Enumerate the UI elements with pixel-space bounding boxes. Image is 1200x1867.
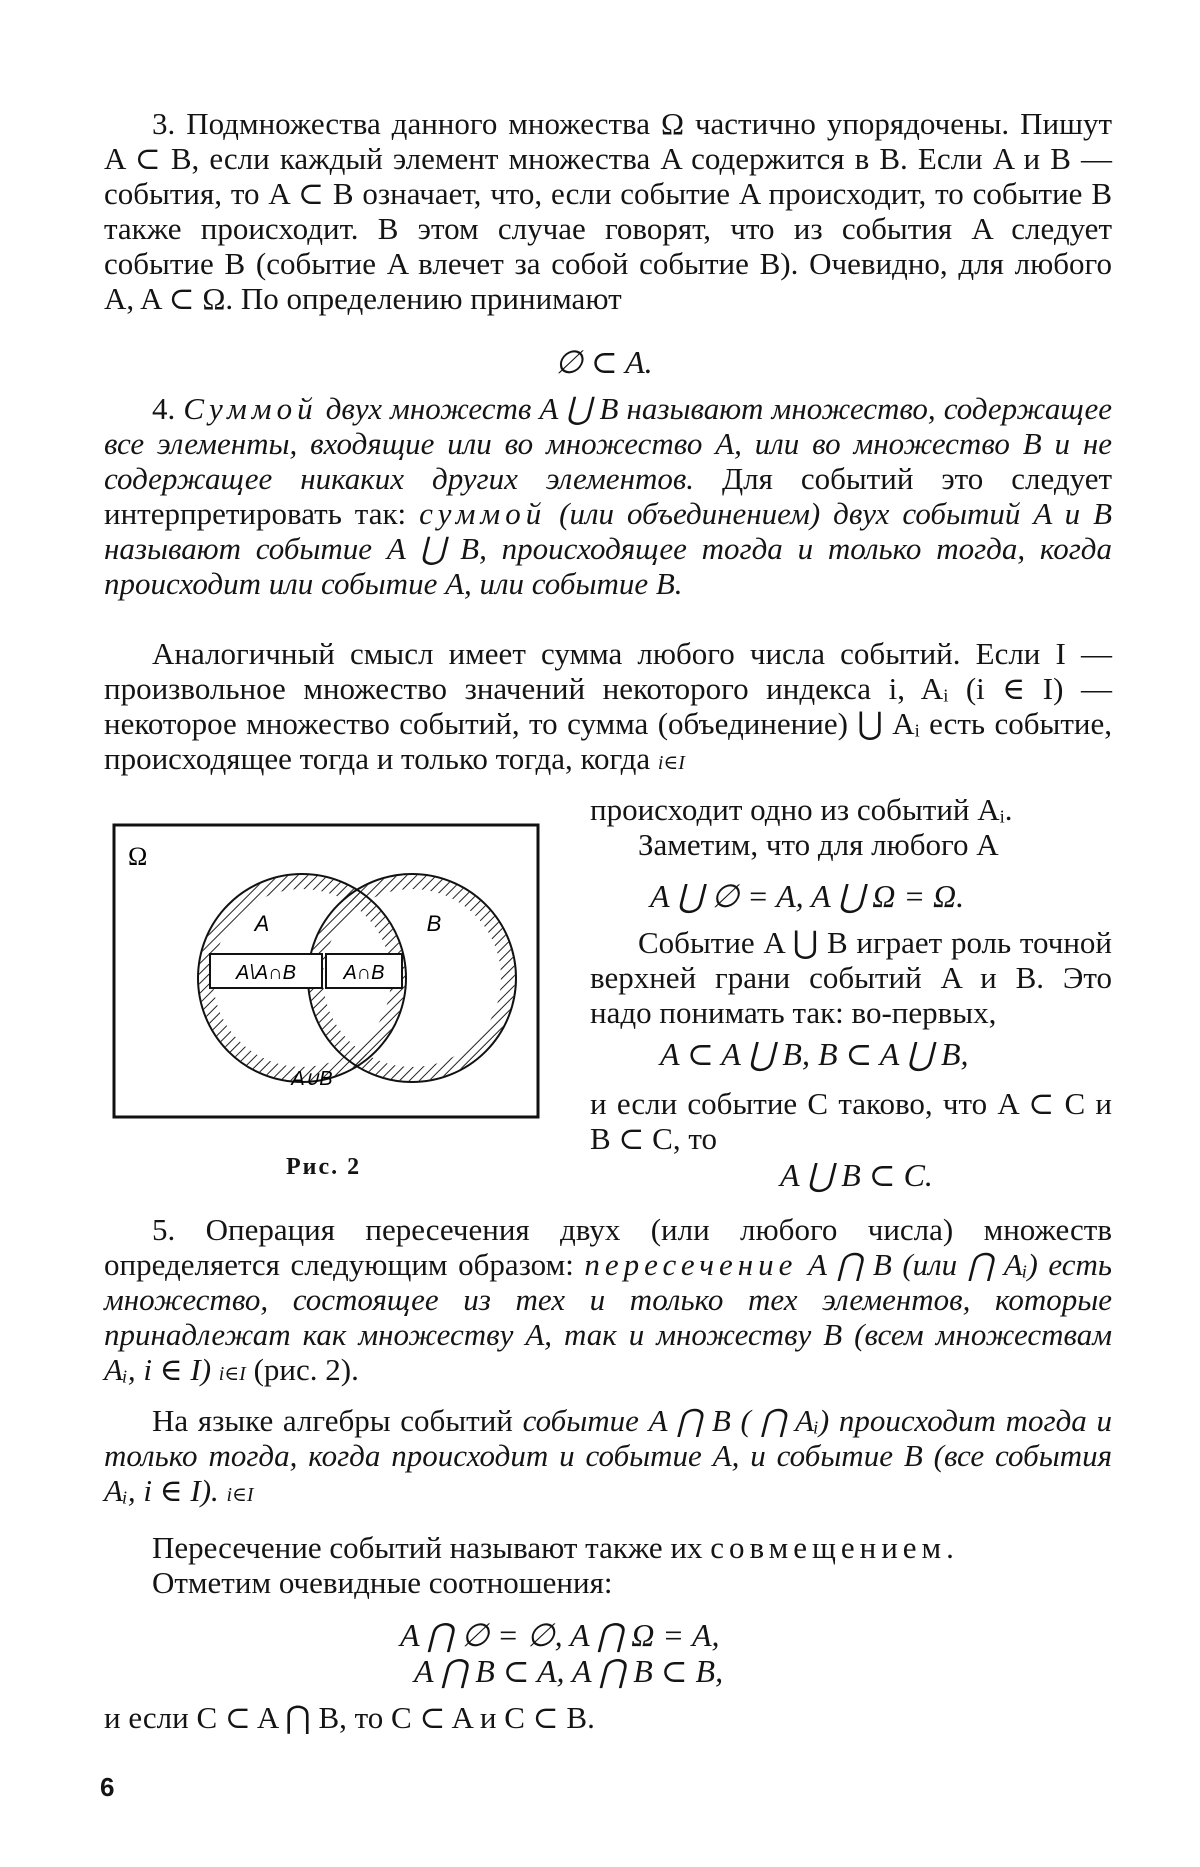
figure-reference: (рис. 2). <box>253 1352 359 1387</box>
union-inclusions-formula: A ⊂ A ⋃ B, B ⊂ A ⋃ B, <box>660 1036 969 1072</box>
events-index-subscript: i∈I <box>226 1484 254 1506</box>
intersection-inclusions-formula: A ⋂ B ⊂ A, A ⋂ B ⊂ B, <box>414 1653 724 1689</box>
union-label: A∪B <box>291 1068 333 1090</box>
section4-definition <box>104 391 1112 601</box>
lower-bound-paragraph: и если C ⊂ A ⋂ B, то C ⊂ A и C ⊂ B. <box>104 1700 595 1735</box>
empty-subset-formula: ∅ ⊂ A. <box>555 344 653 380</box>
section3-paragraph: 3. Подмножества данного множества Ω частично упорядочены. Пишут A ⊂ B, если каждый элемент множества A содержится в B. Если A и B — события, то A ⊂ B означает, что, если событие A происходит, то событие B также происходит. В этом случае говорят, что из события A следует событие B (событие A влечет за собой событие B). Очевидно, для любого A, A ⊂ Ω. По определению принимают <box>104 106 1112 316</box>
union-bound-formula: A ⋃ B ⊂ C. <box>780 1157 933 1193</box>
sum-events-definition: (или объединением) двух событий A и B называют событие A ⋃ B, происходящее тогда и только тогда, когда происходит или событие A, или событие B. <box>104 496 1113 601</box>
venn-diagram <box>112 823 542 1123</box>
upper-bound-paragraph: и если событие C таково, что A ⊂ C и B ⊂ C, то <box>590 1086 1112 1156</box>
arbitrary-sum-continuation: происходит одно из событий Aᵢ. <box>590 792 1013 827</box>
intersection-label: A∩B <box>343 962 385 984</box>
relations-lead: Отметим очевидные соотношения: <box>152 1565 613 1600</box>
difference-label: A\A∩B <box>236 962 296 984</box>
intersection-index-subscript: i∈I <box>218 1363 246 1385</box>
intersection-events-paragraph: На языке алгебры событий событие A ⋂ B ( ⋂ Aᵢ) происходит тогда и только тогда, когда происходит и событие A, и событие B (все события Aᵢ, i ∈ I). i∈I <box>104 1403 1112 1508</box>
sum-definition: двух множеств A ⋃ B называют множество, содержащее все элементы, входящие или во множество A, или во множество B и не содержащее никаких других элементов. <box>104 391 1113 496</box>
union-identities-formula: A ⋃ ∅ = A, A ⋃ Ω = Ω. <box>650 878 965 914</box>
term-sum-events: суммой <box>419 496 547 531</box>
omega-label: Ω <box>128 842 148 871</box>
term-sum: Суммой <box>183 391 318 426</box>
intersection-definition: A ⋂ B (или ⋂ Aᵢ) есть множество, состоящее из тех и только тех элементов, которые принадлежат как множеству A, так и множеству B (всем множествам Aᵢ, i ∈ I) <box>104 1247 1113 1387</box>
index-subscript: i∈I <box>657 752 685 774</box>
intersection-identities-formula: A ⋂ ∅ = ∅, A ⋂ Ω = A, <box>400 1617 720 1653</box>
note-paragraph: Заметим, что для любого A <box>638 827 999 862</box>
term-coincidence: совмещением. <box>710 1530 959 1565</box>
section5-definition: 5. Операция пересечения двух (или любого числа) множеств определяется следующим образом: пересечение A ⋂ B (или ⋂ Aᵢ) есть множество, состоящее из тех и только тех элементов, которые принадлежат как множеству A, так и множеству B (всем множествам Aᵢ, i ∈ I) i∈I (рис. 2). <box>104 1212 1113 1387</box>
set-a-label: A <box>254 911 270 936</box>
arbitrary-sum-paragraph: Аналогичный смысл имеет сумма любого числа событий. Если I — произвольное множество значений некоторого индекса i, Aᵢ (i ∈ I) — некоторое множество событий, то сумма (объединение) ⋃ Aᵢ есть событие, происходящее тогда и только тогда, когда i∈I <box>104 636 1112 776</box>
intersection-events-definition: событие A ⋂ B ( ⋂ Aᵢ) происходит тогда и только тогда, когда происходит и событие A, и событие B (все события Aᵢ, i ∈ I). <box>104 1403 1112 1508</box>
interpretation-lead: Для событий это следует интерпретировать так: <box>104 461 1113 531</box>
coincidence-paragraph: Пересечение событий называют также их совмещением. <box>152 1530 959 1565</box>
page-number: 6 <box>100 1772 115 1802</box>
set-b-label: B <box>426 911 442 936</box>
supremum-paragraph: Событие A ⋃ B играет роль точной верхней грани событий A и B. Это надо понимать так: во-первых, <box>590 925 1112 1030</box>
term-intersection: пересечение <box>584 1247 798 1282</box>
figure-caption: Рис. 2 <box>286 1154 362 1180</box>
section4-number: 4. <box>152 391 176 426</box>
